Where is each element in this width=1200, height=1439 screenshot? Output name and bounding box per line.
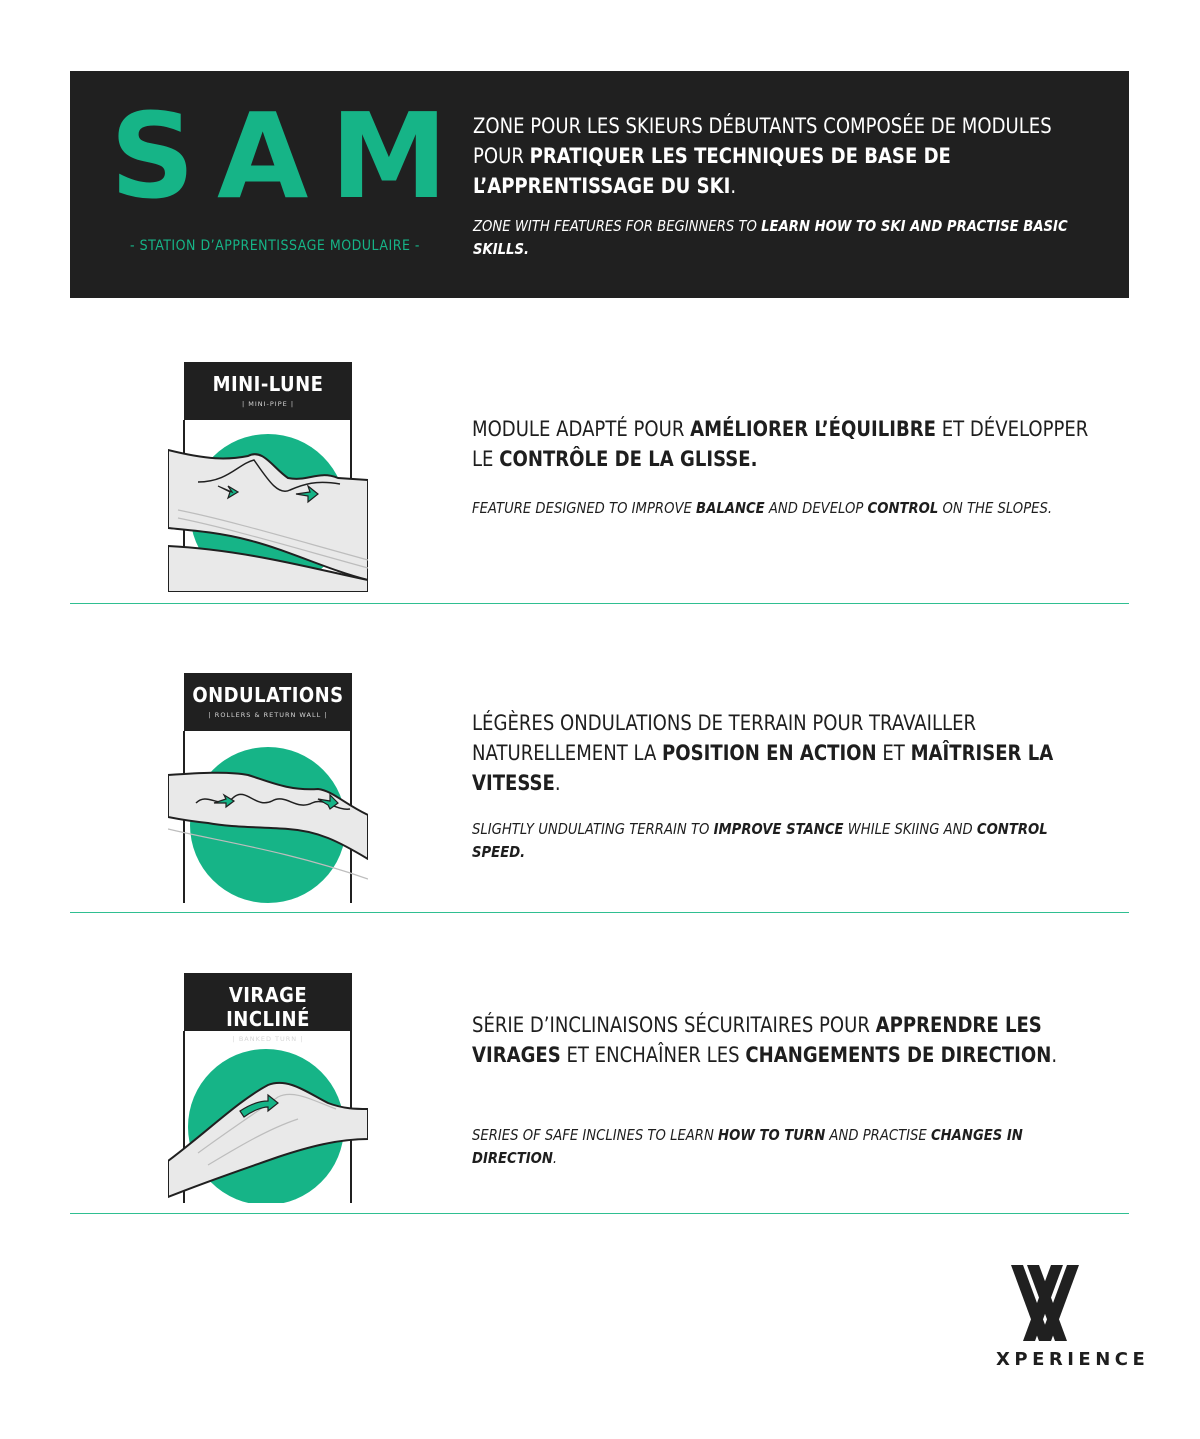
sign-subtitle: | MINI-PIPE |	[241, 400, 295, 408]
sign-subtitle: | ROLLERS & RETURN WALL |	[208, 711, 328, 719]
mini-pipe-illustration	[168, 420, 368, 592]
sign-header	[184, 362, 352, 420]
divider	[70, 1213, 1129, 1214]
banked-turn-illustration	[168, 1031, 368, 1203]
module-description-fr: MODULE ADAPTÉ POUR AMÉLIORER L’ÉQUILIBRE ET DÉVELOPPER LE CONTRÔLE DE LA GLISSE.	[472, 417, 1089, 471]
module-description-fr: SÉRIE D’INCLINAISONS SÉCURITAIRES POUR APPRENDRE LES VIRAGES ET ENCHAÎNER LES CHANGEMENTS DE DIRECTION.	[472, 1013, 1058, 1067]
module-description-en: FEATURE DESIGNED TO IMPROVE BALANCE AND DEVELOP CONTROL ON THE SLOPES.	[472, 499, 1053, 517]
xperience-logo	[996, 1265, 1150, 1375]
logo-text: XPERIENCE	[996, 1349, 1150, 1370]
module-ondulations	[70, 673, 1129, 915]
page-title: SAM	[110, 87, 470, 225]
page-subtitle: - STATION D’APPRENTISSAGE MODULAIRE -	[130, 238, 420, 254]
module-description-en: SERIES OF SAFE INCLINES TO LEARN HOW TO TURN AND PRACTISE CHANGES IN DIRECTION.	[472, 1126, 1023, 1167]
sign-mini-lune	[184, 362, 352, 592]
xperience-x-icon	[1005, 1265, 1085, 1341]
header-banner	[70, 71, 1129, 298]
sign-header	[184, 673, 352, 731]
divider	[70, 912, 1129, 913]
header-description-en: ZONE WITH FEATURES FOR BEGINNERS TO LEARN HOW TO SKI AND PRACTISE BASIC SKILLS.	[473, 217, 1068, 258]
rollers-illustration	[168, 731, 368, 903]
sign-ondulations	[184, 673, 352, 903]
module-description-en: SLIGHTLY UNDULATING TERRAIN TO IMPROVE STANCE WHILE SKIING AND CONTROL SPEED.	[472, 820, 1048, 861]
sign-title: ONDULATIONS	[192, 683, 344, 707]
divider	[70, 603, 1129, 604]
sign-title: MINI-LUNE	[212, 372, 324, 396]
module-description-fr: LÉGÈRES ONDULATIONS DE TERRAIN POUR TRAVAILLER NATURELLEMENT LA POSITION EN ACTION ET MAÎTRISER LA VITESSE.	[472, 711, 1054, 795]
header-description-fr: ZONE POUR LES SKIEURS DÉBUTANTS COMPOSÉE DE MODULES POUR PRATIQUER LES TECHNIQUES DE BASE DE L’APPRENTISSAGE DU SKI.	[473, 114, 1052, 198]
sign-subtitle: | BANKED TURN |	[232, 1035, 304, 1043]
sign-header	[184, 973, 352, 1043]
module-virage-incline	[70, 973, 1129, 1216]
sign-title: VIRAGE INCLINÉ	[226, 983, 310, 1031]
sign-virage-incline	[184, 973, 352, 1203]
module-mini-lune	[70, 362, 1129, 605]
